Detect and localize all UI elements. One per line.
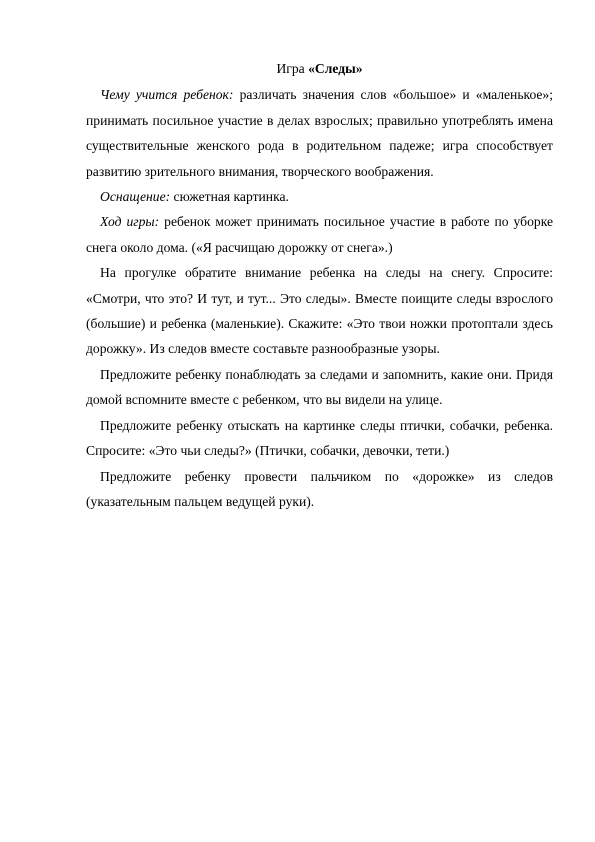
title-name: «Следы»	[308, 61, 363, 76]
paragraph-lead: Чему учится ребенок:	[100, 87, 234, 103]
paragraph-text: сюжетная картинка.	[170, 189, 289, 205]
paragraph-text: Предложите ребенку понаблюдать за следами и запомнить, какие они. Придя домой вспомните вместе с ребенком, что вы видели на улице.	[86, 366, 553, 408]
document-page	[86, 56, 553, 514]
paragraph-text: ребенок может принимать посильное участие в работе по уборке снега около дома. («Я расчищаю дорожку от снега».)	[86, 214, 553, 255]
document-title	[86, 56, 553, 81]
paragraph-picture	[86, 413, 553, 464]
paragraph-lead: Ход игры:	[100, 214, 160, 230]
paragraph-learning-goals	[86, 82, 553, 184]
paragraph-game-course	[86, 209, 553, 260]
paragraph-text: Предложите ребенку провести пальчиком по «дорожке» из следов (указательным пальцем ведущей руки).	[86, 468, 553, 509]
paragraph-equipment	[86, 184, 553, 209]
paragraph-text: различать значения слов «большое» и «маленькое»; принимать посильное участие в делах взрослых; правильно употреблять имена существительные женского рода в родительном падеже; игра способствует развитию зрительного внимания, творческого воображения.	[86, 87, 554, 179]
title-prefix: Игра	[276, 61, 309, 76]
paragraph-text: На прогулке обратите внимание ребенка на следы на снегу. Спросите: «Смотри, что это? И тут, и тут... Это следы». Вместе поищите следы взрослого (большие) и ребенка (маленькие). Скажите: «Это твои ножки протоптали здесь дорожку». Из следов вместе составьте разнообразные узоры.	[86, 265, 553, 357]
paragraph-observe	[86, 362, 553, 413]
paragraph-trace-path	[86, 464, 553, 515]
paragraph-text: Предложите ребенку отыскать на картинке следы птички, собачки, ребенка. Спросите: «Это чьи следы?» (Птички, собачки, девочки, тети.)	[86, 417, 553, 459]
paragraph-walk	[86, 260, 553, 362]
paragraph-lead: Оснащение:	[100, 189, 171, 205]
